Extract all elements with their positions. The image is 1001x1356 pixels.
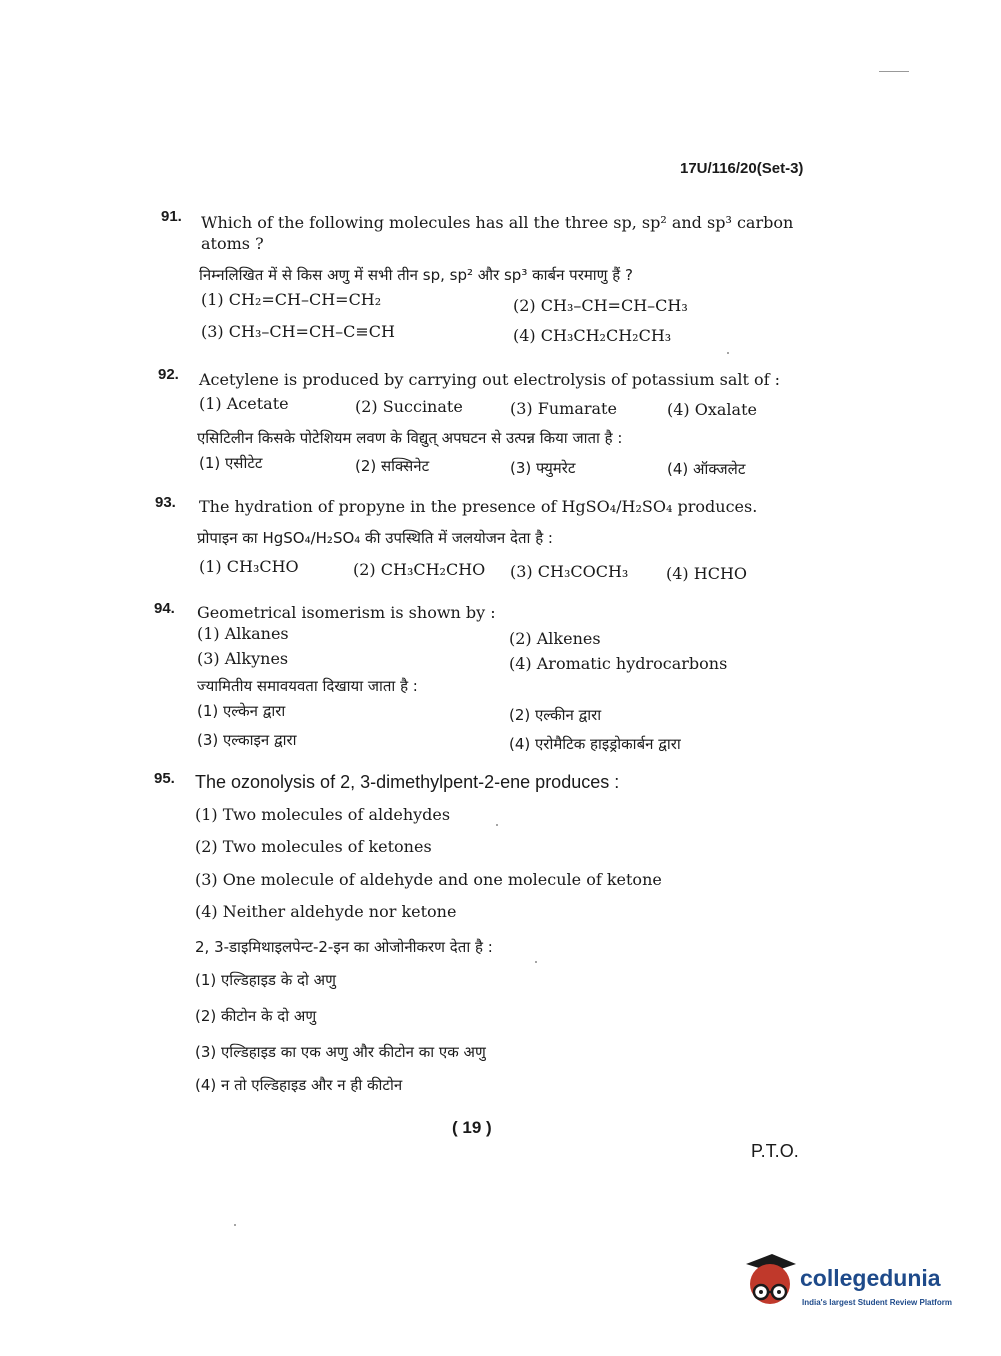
option: (2) Two molecules of ketones	[195, 837, 432, 856]
option: (1) एल्केन द्वारा	[197, 702, 286, 720]
question-text-hi: प्रोपाइन का HgSO₄/H₂SO₄ की उपस्थिति में जलयोजन देता है :	[197, 529, 553, 547]
option: (2) CH₃–CH=CH–CH₃	[513, 296, 688, 315]
option: (2) सक्सिनेट	[355, 457, 430, 475]
collegedunia-mascot-icon	[742, 1250, 798, 1312]
option: (1) Acetate	[199, 394, 289, 413]
option: (3) CH₃COCH₃	[510, 562, 629, 581]
paper-code: 17U/116/20(Set-3)	[680, 160, 804, 177]
question-number: 93.	[155, 494, 176, 511]
brand-name: collegedunia	[800, 1265, 941, 1291]
option: (3) Fumarate	[510, 399, 617, 418]
question-text-hi: एसिटिलीन किसके पोटेशियम लवण के विद्युत् अपघटन से उत्पन्न किया जाता है :	[197, 429, 623, 447]
option: (1) Two molecules of aldehydes	[195, 805, 451, 824]
option: (4) न तो एल्डिहाइड और न ही कीटोन	[195, 1076, 403, 1094]
option: (3) फ्युमरेट	[510, 459, 576, 477]
question-text-en: The hydration of propyne in the presence of HgSO₄/H₂SO₄ produces.	[199, 497, 758, 516]
question-text-en: atoms ?	[201, 234, 264, 253]
option: (1) एसीटेट	[199, 454, 263, 472]
option: (3) CH₃–CH=CH–C≡CH	[201, 322, 395, 341]
question-number: 91.	[161, 208, 182, 225]
option: (3) एल्डिहाइड का एक अणु और कीटोन का एक अणु	[195, 1043, 486, 1061]
option: (2) CH₃CH₂CHO	[353, 560, 486, 579]
option: (2) Alkenes	[509, 629, 601, 648]
option: (1) Alkanes	[197, 624, 289, 643]
brand-tagline: India's largest Student Review Platform	[802, 1298, 952, 1307]
page-number: ( 19 )	[452, 1118, 492, 1137]
question-text-en: Which of the following molecules has all the three sp, sp² and sp³ carbon	[201, 213, 794, 232]
scan-speck	[496, 824, 498, 826]
option: (2) एल्कीन द्वारा	[509, 706, 602, 724]
option: (4) CH₃CH₂CH₂CH₃	[513, 326, 672, 345]
top-rule	[879, 71, 909, 72]
scan-speck	[535, 961, 537, 963]
option: (3) Alkynes	[197, 649, 289, 668]
option: (1) एल्डिहाइड के दो अणु	[195, 971, 336, 989]
option: (4) HCHO	[666, 564, 748, 583]
option: (3) One molecule of aldehyde and one molecule of ketone	[195, 870, 662, 889]
option: (2) Succinate	[355, 397, 463, 416]
question-text-hi: निम्नलिखित में से किस अणु में सभी तीन sp, sp² और sp³ कार्बन परमाणु हैं ?	[199, 266, 633, 284]
question-number: 92.	[158, 366, 179, 383]
pto-label: P.T.O.	[751, 1141, 799, 1161]
scan-speck	[234, 1224, 236, 1226]
scan-speck	[727, 352, 729, 354]
option: (1) CH₂=CH–CH=CH₂	[201, 290, 382, 309]
question-number: 95.	[154, 770, 175, 787]
option: (4) Neither aldehyde nor ketone	[195, 902, 457, 921]
question-text-hi: 2, 3-डाइमिथाइलपेन्ट-2-इन का ओजोनीकरण देता है :	[195, 938, 493, 956]
question-number: 94.	[154, 600, 175, 617]
option: (1) CH₃CHO	[199, 557, 299, 576]
question-text-hi: ज्यामितीय समावयवता दिखाया जाता है :	[197, 677, 418, 695]
option: (4) Oxalate	[667, 400, 757, 419]
option: (4) Aromatic hydrocarbons	[509, 654, 728, 673]
option: (3) एल्काइन द्वारा	[197, 731, 297, 749]
option: (4) एरोमैटिक हाइड्रोकार्बन द्वारा	[509, 735, 681, 753]
question-text-en: The ozonolysis of 2, 3-dimethylpent-2-ene produces :	[195, 772, 620, 792]
option: (2) कीटोन के दो अणु	[195, 1007, 317, 1025]
option: (4) ऑक्जलेट	[667, 460, 746, 478]
question-text-en: Geometrical isomerism is shown by :	[197, 603, 496, 622]
question-text-en: Acetylene is produced by carrying out electrolysis of potassium salt of :	[199, 370, 781, 389]
